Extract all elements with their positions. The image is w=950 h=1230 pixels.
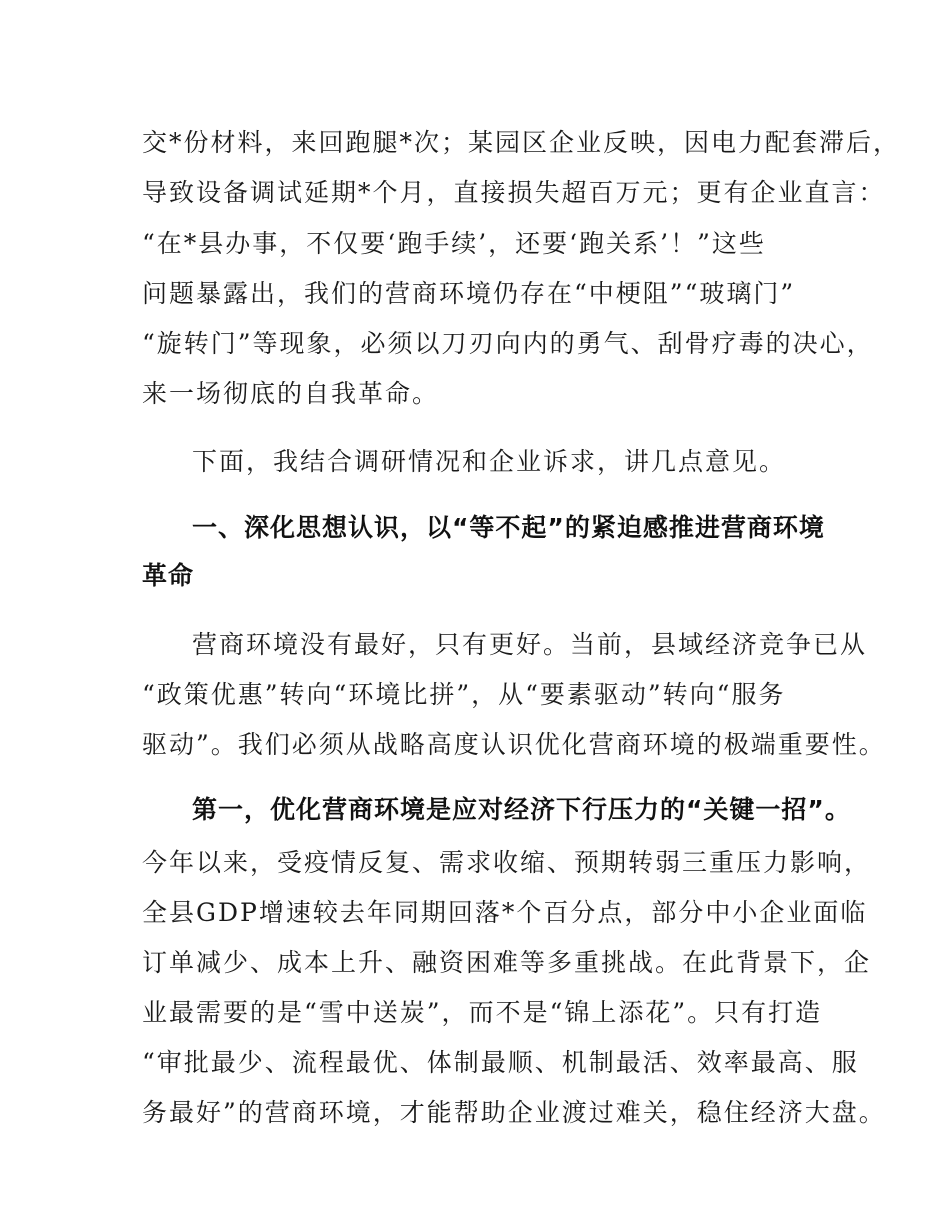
paragraph-3-line-3: 驱动”。我们必须从战略高度认识优化营商环境的极端重要性。 <box>142 730 886 759</box>
paragraph-4-line-2: 全县GDP增速较去年同期回落*个百分点，部分中小企业面临 <box>142 898 868 927</box>
paragraph-1-line-4: 问题暴露出，我们的营商环境仍存在“中梗阻”“玻璃门” <box>142 279 796 308</box>
paragraph-4-line-1: 今年以来，受疫情反复、需求收缩、预期转弱三重压力影响， <box>142 848 872 877</box>
paragraph-1-line-1: 交*份材料，来回跑腿*次；某园区企业反映，因电力配套滞后， <box>142 128 901 157</box>
paragraph-4-line-5: “审批最少、流程最优、体制最顺、机制最活、效率最高、服 <box>142 1048 859 1077</box>
paragraph-4-line-4: 业最需要的是“雪中送炭”，而不是“锦上添花”。只有打造 <box>142 998 823 1027</box>
paragraph-2-line-1: 下面，我结合调研情况和企业诉求，讲几点意见。 <box>192 447 787 476</box>
paragraph-3-line-2: “政策优惠”转向“环境比拼”，从“要素驱动”转向“服务 <box>142 680 786 709</box>
section-heading-line-2: 革命 <box>142 561 195 590</box>
paragraph-4-line-3: 订单减少、成本上升、融资困难等多重挑战。在此背景下，企 <box>142 948 872 977</box>
paragraph-4-bold-lead: 第一，优化营商环境是应对经济下行压力的“关键一招”。 <box>192 795 851 824</box>
paragraph-4-line-6: 务最好”的营商环境，才能帮助企业渡过难关，稳住经济大盘。 <box>142 1098 886 1127</box>
section-heading-line-1: 一、深化思想认识，以“等不起”的紧迫感推进营商环境 <box>192 513 825 542</box>
paragraph-1-line-6: 来一场彻底的自我革命。 <box>142 379 440 408</box>
paragraph-1-line-3: “在*县办事，不仅要‘跑手续’，还要‘跑关系’！”这些 <box>142 229 766 258</box>
paragraph-3-line-1: 营商环境没有最好，只有更好。当前，县域经济竞争已从 <box>192 630 868 659</box>
paragraph-1-line-5: “旋转门”等现象，必须以刀刃向内的勇气、刮骨疗毒的决心， <box>142 329 874 358</box>
paragraph-1-line-2: 导致设备调试延期*个月，直接损失超百万元；更有企业直言： <box>142 178 886 207</box>
